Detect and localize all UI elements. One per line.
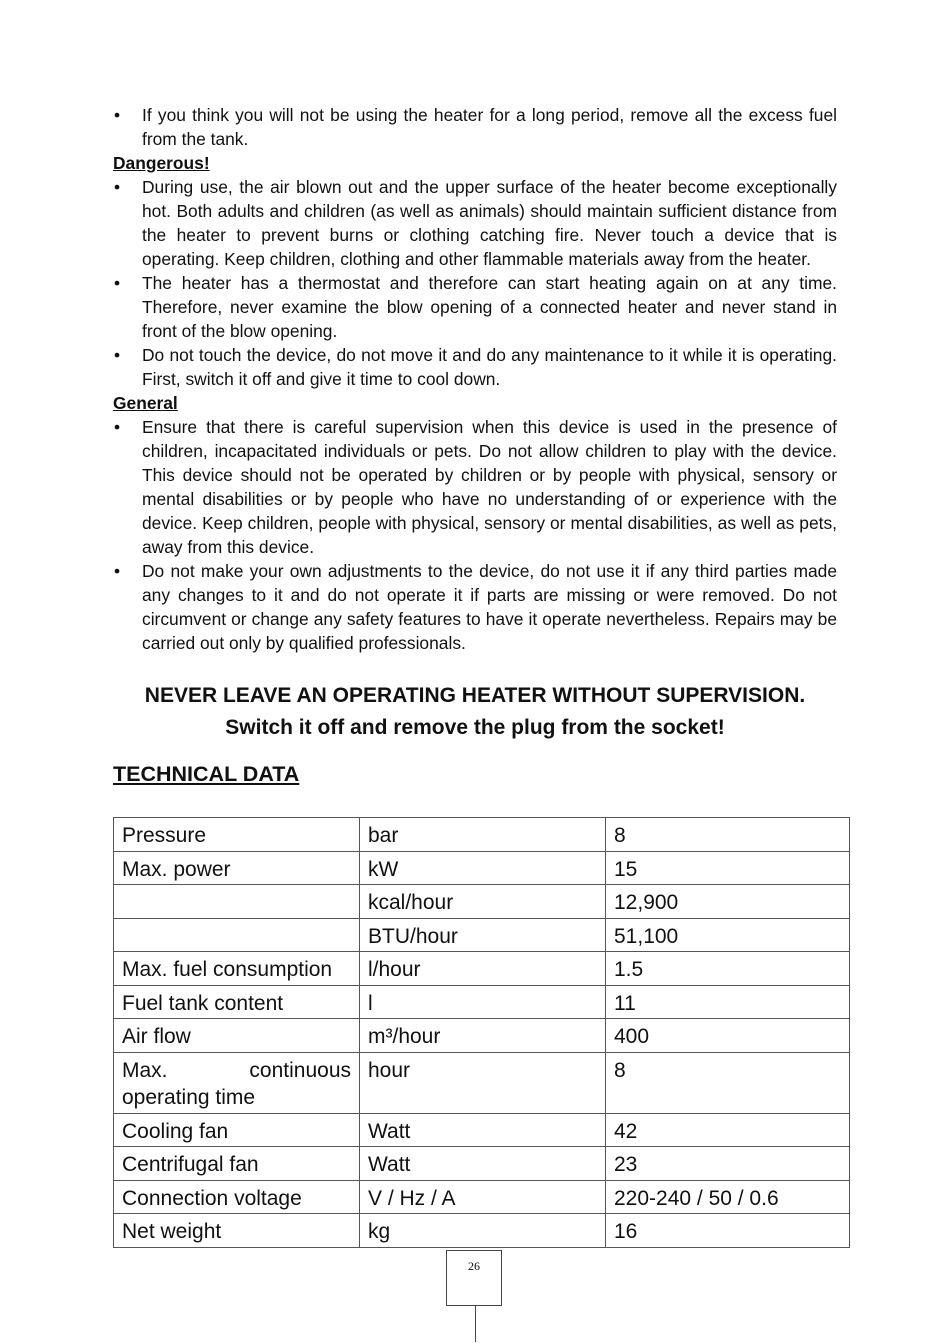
label-first-line xyxy=(122,1057,351,1085)
table-cell: 1.5 xyxy=(606,952,850,986)
table-row xyxy=(114,985,850,1019)
bullet-item xyxy=(113,415,837,559)
table-cell: m³/hour xyxy=(360,1019,606,1053)
bullet-item xyxy=(113,175,837,271)
bullet-text: Do not touch the device, do not move it and do any maintenance to it while it is operating. First, switch it off and give it time to cool down. xyxy=(142,345,837,389)
table-cell: 11 xyxy=(606,985,850,1019)
table-cell: 8 xyxy=(606,1052,850,1113)
table-cell xyxy=(114,918,360,952)
table-cell: kW xyxy=(360,851,606,885)
bullet-item xyxy=(113,103,837,151)
warning-line-1: NEVER LEAVE AN OPERATING HEATER WITHOUT SUPERVISION. xyxy=(144,684,806,707)
bullet-text: Do not make your own adjustments to the device, do not use it if any third parties made any changes to it and do not operate it if parts are missing or were removed. Do not circumvent or change any safety features to have it operate nevertheless. Repairs may be carried out only by qualified professionals. xyxy=(142,561,837,653)
table-cell: Net weight xyxy=(114,1214,360,1248)
table-cell: Air flow xyxy=(114,1019,360,1053)
bullet-item xyxy=(113,271,837,343)
technical-data-title: TECHNICAL DATA xyxy=(113,762,300,786)
bullet-text: Ensure that there is careful supervision when this device is used in the presence of children, incapacitated individuals or pets. Do not allow children to play with the device. This device should not be operated by children or by people with physical, sensory or mental disabilities or by people who have no understanding of or experience with the device. Keep children, people with physical, sensory or mental disabilities, as well as pets, away from this device. xyxy=(142,417,837,557)
table-cell: l/hour xyxy=(360,952,606,986)
bullet-text: The heater has a thermostat and therefore can start heating again on at any time. Therefore, never examine the blow opening of a connected heater and never stand in front of the blow opening. xyxy=(142,273,837,341)
section-heading-dangerous: Dangerous! xyxy=(113,153,210,173)
table-cell: 400 xyxy=(606,1019,850,1053)
table-cell: 23 xyxy=(606,1147,850,1181)
table-row xyxy=(114,1147,850,1181)
table-cell: Watt xyxy=(360,1147,606,1181)
bullet-text: If you think you will not be using the heater for a long period, remove all the excess fuel from the tank. xyxy=(142,105,837,149)
page-footer-line xyxy=(475,1306,476,1342)
table-row xyxy=(114,1214,850,1248)
technical-data-table xyxy=(113,817,850,1248)
table-row xyxy=(114,1052,850,1113)
table-cell: bar xyxy=(360,818,606,852)
manual-page xyxy=(113,103,837,788)
table-cell: 51,100 xyxy=(606,918,850,952)
table-cell: 16 xyxy=(606,1214,850,1248)
bullet-text: During use, the air blown out and the upper surface of the heater become exceptionally hot. Both adults and children (as well as animals) should maintain sufficient distance from the heater to prevent burns or clothing catching fire. Never touch a device that is operating. Keep children, clothing and other flammable materials away from the heater. xyxy=(142,177,837,269)
table-cell: Pressure xyxy=(114,818,360,852)
table-cell: Connection voltage xyxy=(114,1180,360,1214)
table-cell: Max. fuel consumption xyxy=(114,952,360,986)
table-row xyxy=(114,1180,850,1214)
table-row xyxy=(114,1113,850,1147)
table-cell: BTU/hour xyxy=(360,918,606,952)
table-cell: Max. power xyxy=(114,851,360,885)
table-row xyxy=(114,885,850,919)
table-cell: 12,900 xyxy=(606,885,850,919)
table-row xyxy=(114,1019,850,1053)
section-heading-general: General xyxy=(113,393,178,413)
table-cell-max-continuous-operating-time xyxy=(114,1052,360,1113)
table-cell: 8 xyxy=(606,818,850,852)
table-cell: 220-240 / 50 / 0.6 xyxy=(606,1180,850,1214)
bullet-dot: • xyxy=(114,273,121,293)
label-word: Max. xyxy=(122,1058,168,1082)
table-row xyxy=(114,918,850,952)
bullet-dot: • xyxy=(114,345,121,365)
table-cell: Fuel tank content xyxy=(114,985,360,1019)
table-cell: hour xyxy=(360,1052,606,1113)
label-word: continuous xyxy=(249,1058,351,1082)
table-cell xyxy=(114,885,360,919)
table-cell: kg xyxy=(360,1214,606,1248)
bullet-dot: • xyxy=(114,177,121,197)
table-row xyxy=(114,952,850,986)
bullet-dot: • xyxy=(114,561,121,581)
supervision-warning xyxy=(113,680,837,744)
bullet-dot: • xyxy=(114,417,121,437)
warning-line-2: Switch it off and remove the plug from the socket! xyxy=(225,716,725,739)
table-row xyxy=(114,818,850,852)
table-cell: 42 xyxy=(606,1113,850,1147)
table-cell: V / Hz / A xyxy=(360,1180,606,1214)
table-cell: 15 xyxy=(606,851,850,885)
table-cell: Cooling fan xyxy=(114,1113,360,1147)
page-number: 26 xyxy=(446,1250,502,1306)
table-cell: Centrifugal fan xyxy=(114,1147,360,1181)
bullet-item xyxy=(113,343,837,391)
table-cell: l xyxy=(360,985,606,1019)
table-row xyxy=(114,851,850,885)
label-second-line: operating time xyxy=(122,1086,256,1109)
table-cell: kcal/hour xyxy=(360,885,606,919)
bullet-dot: • xyxy=(114,105,121,125)
bullet-item xyxy=(113,559,837,655)
table-cell: Watt xyxy=(360,1113,606,1147)
